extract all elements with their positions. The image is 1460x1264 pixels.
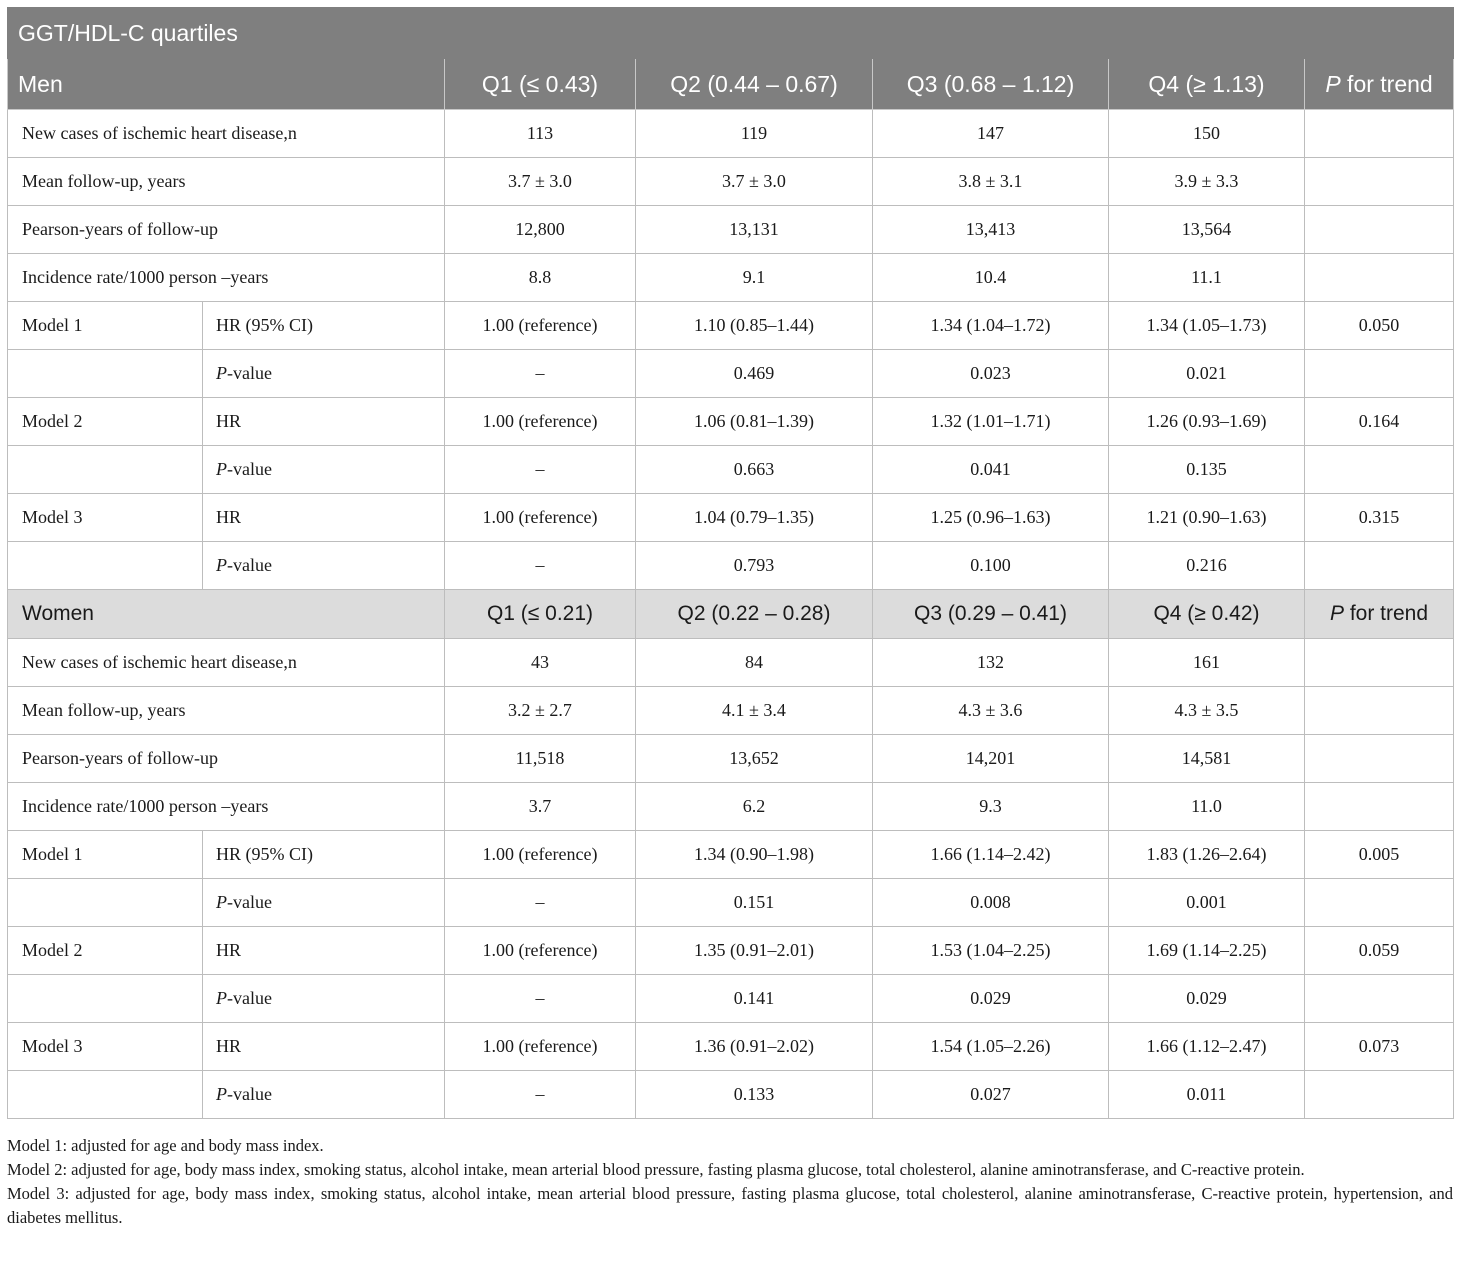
table-cell: 6.2 bbox=[636, 783, 873, 831]
row-label: Pearson-years of follow-up bbox=[8, 735, 445, 783]
trend-header-italic: P bbox=[1329, 602, 1344, 625]
p-value-cell: – bbox=[445, 446, 636, 494]
hr-cell: 1.34 (1.04–1.72) bbox=[873, 302, 1109, 350]
row-label: Mean follow-up, years bbox=[8, 158, 445, 206]
trend-cell: 0.059 bbox=[1305, 927, 1454, 975]
table-cell: 13,564 bbox=[1109, 206, 1305, 254]
hr-cell: 1.00 (reference) bbox=[445, 494, 636, 542]
table-cell: 147 bbox=[873, 110, 1109, 158]
trend-cell bbox=[1305, 879, 1454, 927]
trend-cell: 0.050 bbox=[1305, 302, 1454, 350]
table-row bbox=[8, 110, 1454, 158]
hr-cell: 1.04 (0.79–1.35) bbox=[636, 494, 873, 542]
row-label: Incidence rate/1000 person –years bbox=[8, 783, 445, 831]
p-value-label-italic: P bbox=[216, 459, 227, 479]
trend-cell bbox=[1305, 783, 1454, 831]
table-cell: 11,518 bbox=[445, 735, 636, 783]
p-value-label bbox=[203, 446, 445, 494]
model-hr-row bbox=[8, 494, 1454, 542]
model-name: Model 3 bbox=[8, 494, 203, 542]
empty-cell bbox=[8, 542, 203, 590]
hr-label: HR (95% CI) bbox=[203, 302, 445, 350]
p-value-cell: 0.029 bbox=[873, 975, 1109, 1023]
row-label: New cases of ischemic heart disease,n bbox=[8, 639, 445, 687]
p-value-cell: 0.027 bbox=[873, 1071, 1109, 1119]
hr-cell: 1.06 (0.81–1.39) bbox=[636, 398, 873, 446]
row-label: Pearson-years of follow-up bbox=[8, 206, 445, 254]
hr-label: HR bbox=[203, 494, 445, 542]
model-name: Model 1 bbox=[8, 302, 203, 350]
trend-cell bbox=[1305, 542, 1454, 590]
p-value-label bbox=[203, 975, 445, 1023]
model-hr-row bbox=[8, 927, 1454, 975]
p-value-cell: 0.663 bbox=[636, 446, 873, 494]
table-cell: 3.2 ± 2.7 bbox=[445, 687, 636, 735]
model-hr-row bbox=[8, 302, 1454, 350]
table-cell: 3.7 ± 3.0 bbox=[636, 158, 873, 206]
trend-cell: 0.005 bbox=[1305, 831, 1454, 879]
table-cell: 3.7 ± 3.0 bbox=[445, 158, 636, 206]
table-cell: 43 bbox=[445, 639, 636, 687]
trend-header-rest: for trend bbox=[1340, 70, 1433, 97]
table-row bbox=[8, 158, 1454, 206]
p-value-cell: 0.135 bbox=[1109, 446, 1305, 494]
hr-label: HR bbox=[203, 1023, 445, 1071]
table-cell: 14,201 bbox=[873, 735, 1109, 783]
row-label: New cases of ischemic heart disease,n bbox=[8, 110, 445, 158]
quartile-header: Q4 (≥ 1.13) bbox=[1109, 59, 1305, 110]
trend-cell bbox=[1305, 975, 1454, 1023]
trend-cell bbox=[1305, 350, 1454, 398]
hr-cell: 1.32 (1.01–1.71) bbox=[873, 398, 1109, 446]
p-value-cell: 0.029 bbox=[1109, 975, 1305, 1023]
quartile-header: Q1 (≤ 0.43) bbox=[445, 59, 636, 110]
table-row bbox=[8, 639, 1454, 687]
p-value-cell: – bbox=[445, 879, 636, 927]
trend-cell bbox=[1305, 110, 1454, 158]
trend-cell bbox=[1305, 735, 1454, 783]
trend-cell: 0.164 bbox=[1305, 398, 1454, 446]
quartile-header: Q2 (0.44 – 0.67) bbox=[636, 59, 873, 110]
model-p-row bbox=[8, 350, 1454, 398]
p-value-cell: 0.793 bbox=[636, 542, 873, 590]
table-cell: 3.7 bbox=[445, 783, 636, 831]
hr-cell: 1.00 (reference) bbox=[445, 302, 636, 350]
hr-cell: 1.00 (reference) bbox=[445, 831, 636, 879]
table-cell: 9.1 bbox=[636, 254, 873, 302]
quartile-header: Q1 (≤ 0.21) bbox=[445, 590, 636, 639]
trend-header-rest: for trend bbox=[1344, 602, 1429, 625]
model-p-row bbox=[8, 542, 1454, 590]
trend-cell bbox=[1305, 254, 1454, 302]
p-value-label bbox=[203, 542, 445, 590]
table-cell: 12,800 bbox=[445, 206, 636, 254]
table-row bbox=[8, 206, 1454, 254]
p-value-cell: 0.151 bbox=[636, 879, 873, 927]
footnote-model-2: Model 2: adjusted for age, body mass index, smoking status, alcohol intake, mean arterial blood pressure, fasting plasma glucose, total cholesterol, alanine aminotransferase, and C-reactive protein. bbox=[7, 1160, 1305, 1179]
trend-cell bbox=[1305, 639, 1454, 687]
model-hr-row bbox=[8, 831, 1454, 879]
p-value-cell: 0.001 bbox=[1109, 879, 1305, 927]
trend-cell bbox=[1305, 1071, 1454, 1119]
p-value-label-italic: P bbox=[216, 363, 227, 383]
group-label: Men bbox=[8, 59, 445, 110]
hr-cell: 1.35 (0.91–2.01) bbox=[636, 927, 873, 975]
p-value-cell: 0.023 bbox=[873, 350, 1109, 398]
trend-cell bbox=[1305, 446, 1454, 494]
empty-cell bbox=[8, 1071, 203, 1119]
trend-cell bbox=[1305, 687, 1454, 735]
p-value-label-italic: P bbox=[216, 555, 227, 575]
table-cell: 13,413 bbox=[873, 206, 1109, 254]
quartile-header: Q4 (≥ 0.42) bbox=[1109, 590, 1305, 639]
empty-cell bbox=[8, 975, 203, 1023]
table-cell: 14,581 bbox=[1109, 735, 1305, 783]
footnote-model-1: Model 1: adjusted for age and body mass index. bbox=[7, 1136, 324, 1155]
empty-cell bbox=[8, 879, 203, 927]
table-row bbox=[8, 687, 1454, 735]
row-label: Incidence rate/1000 person –years bbox=[8, 254, 445, 302]
trend-header bbox=[1305, 59, 1454, 110]
trend-cell bbox=[1305, 206, 1454, 254]
p-value-cell: – bbox=[445, 542, 636, 590]
table-title: GGT/HDL-C quartiles bbox=[8, 8, 1454, 59]
footnote-model-3: Model 3: adjusted for age, body mass index, smoking status, alcohol intake, mean arterial blood pressure, fasting plasma glucose, total cholesterol, alanine aminotransferase, C-reactive protein, hypertension, and diabetes mellitus. bbox=[7, 1184, 1453, 1227]
hr-cell: 1.66 (1.14–2.42) bbox=[873, 831, 1109, 879]
hr-cell: 1.66 (1.12–2.47) bbox=[1109, 1023, 1305, 1071]
p-value-label-italic: P bbox=[216, 1084, 227, 1104]
p-value-cell: 0.011 bbox=[1109, 1071, 1305, 1119]
hr-cell: 1.54 (1.05–2.26) bbox=[873, 1023, 1109, 1071]
table-cell: 84 bbox=[636, 639, 873, 687]
model-name: Model 2 bbox=[8, 398, 203, 446]
p-value-label-italic: P bbox=[216, 892, 227, 912]
hr-cell: 1.53 (1.04–2.25) bbox=[873, 927, 1109, 975]
hr-cell: 1.25 (0.96–1.63) bbox=[873, 494, 1109, 542]
table-row bbox=[8, 783, 1454, 831]
p-value-cell: 0.100 bbox=[873, 542, 1109, 590]
model-hr-row bbox=[8, 1023, 1454, 1071]
table-cell: 161 bbox=[1109, 639, 1305, 687]
p-value-label bbox=[203, 879, 445, 927]
trend-header-italic: P bbox=[1325, 70, 1341, 97]
hr-cell: 1.10 (0.85–1.44) bbox=[636, 302, 873, 350]
table-footnotes bbox=[7, 1134, 1453, 1230]
results-table bbox=[7, 7, 1454, 1119]
table-cell: 3.9 ± 3.3 bbox=[1109, 158, 1305, 206]
hr-cell: 1.00 (reference) bbox=[445, 398, 636, 446]
hr-label: HR (95% CI) bbox=[203, 831, 445, 879]
hr-cell: 1.21 (0.90–1.63) bbox=[1109, 494, 1305, 542]
hr-cell: 1.34 (0.90–1.98) bbox=[636, 831, 873, 879]
results-table-container bbox=[7, 7, 1453, 1119]
hr-cell: 1.00 (reference) bbox=[445, 1023, 636, 1071]
table-cell: 8.8 bbox=[445, 254, 636, 302]
table-cell: 4.1 ± 3.4 bbox=[636, 687, 873, 735]
p-value-label-rest: -value bbox=[227, 555, 272, 575]
trend-cell bbox=[1305, 158, 1454, 206]
model-hr-row bbox=[8, 398, 1454, 446]
model-p-row bbox=[8, 446, 1454, 494]
hr-cell: 1.83 (1.26–2.64) bbox=[1109, 831, 1305, 879]
group-label: Women bbox=[8, 590, 445, 639]
model-p-row bbox=[8, 1071, 1454, 1119]
trend-cell: 0.315 bbox=[1305, 494, 1454, 542]
hr-label: HR bbox=[203, 398, 445, 446]
p-value-cell: – bbox=[445, 975, 636, 1023]
p-value-label bbox=[203, 1071, 445, 1119]
p-value-cell: 0.021 bbox=[1109, 350, 1305, 398]
group-header-row bbox=[8, 590, 1454, 639]
table-cell: 13,131 bbox=[636, 206, 873, 254]
hr-cell: 1.69 (1.14–2.25) bbox=[1109, 927, 1305, 975]
trend-cell: 0.073 bbox=[1305, 1023, 1454, 1071]
group-header-row bbox=[8, 59, 1454, 110]
quartile-header: Q2 (0.22 – 0.28) bbox=[636, 590, 873, 639]
empty-cell bbox=[8, 350, 203, 398]
hr-label: HR bbox=[203, 927, 445, 975]
table-cell: 119 bbox=[636, 110, 873, 158]
p-value-cell: – bbox=[445, 1071, 636, 1119]
hr-cell: 1.26 (0.93–1.69) bbox=[1109, 398, 1305, 446]
table-row bbox=[8, 254, 1454, 302]
p-value-cell: 0.141 bbox=[636, 975, 873, 1023]
model-name: Model 3 bbox=[8, 1023, 203, 1071]
p-value-label-rest: -value bbox=[227, 459, 272, 479]
p-value-cell: 0.008 bbox=[873, 879, 1109, 927]
p-value-label-rest: -value bbox=[227, 363, 272, 383]
table-cell: 9.3 bbox=[873, 783, 1109, 831]
table-cell: 113 bbox=[445, 110, 636, 158]
quartile-header: Q3 (0.29 – 0.41) bbox=[873, 590, 1109, 639]
p-value-label-rest: -value bbox=[227, 1084, 272, 1104]
p-value-label-rest: -value bbox=[227, 988, 272, 1008]
table-cell: 13,652 bbox=[636, 735, 873, 783]
p-value-cell: 0.133 bbox=[636, 1071, 873, 1119]
table-cell: 10.4 bbox=[873, 254, 1109, 302]
model-p-row bbox=[8, 975, 1454, 1023]
table-cell: 132 bbox=[873, 639, 1109, 687]
table-cell: 3.8 ± 3.1 bbox=[873, 158, 1109, 206]
empty-cell bbox=[8, 446, 203, 494]
hr-cell: 1.00 (reference) bbox=[445, 927, 636, 975]
p-value-label-italic: P bbox=[216, 988, 227, 1008]
table-cell: 4.3 ± 3.5 bbox=[1109, 687, 1305, 735]
row-label: Mean follow-up, years bbox=[8, 687, 445, 735]
p-value-cell: – bbox=[445, 350, 636, 398]
table-cell: 11.1 bbox=[1109, 254, 1305, 302]
hr-cell: 1.36 (0.91–2.02) bbox=[636, 1023, 873, 1071]
model-p-row bbox=[8, 879, 1454, 927]
p-value-label bbox=[203, 350, 445, 398]
p-value-label-rest: -value bbox=[227, 892, 272, 912]
hr-cell: 1.34 (1.05–1.73) bbox=[1109, 302, 1305, 350]
p-value-cell: 0.041 bbox=[873, 446, 1109, 494]
model-name: Model 1 bbox=[8, 831, 203, 879]
table-cell: 11.0 bbox=[1109, 783, 1305, 831]
table-cell: 150 bbox=[1109, 110, 1305, 158]
table-row bbox=[8, 735, 1454, 783]
p-value-cell: 0.216 bbox=[1109, 542, 1305, 590]
table-cell: 4.3 ± 3.6 bbox=[873, 687, 1109, 735]
trend-header bbox=[1305, 590, 1454, 639]
model-name: Model 2 bbox=[8, 927, 203, 975]
quartile-header: Q3 (0.68 – 1.12) bbox=[873, 59, 1109, 110]
p-value-cell: 0.469 bbox=[636, 350, 873, 398]
